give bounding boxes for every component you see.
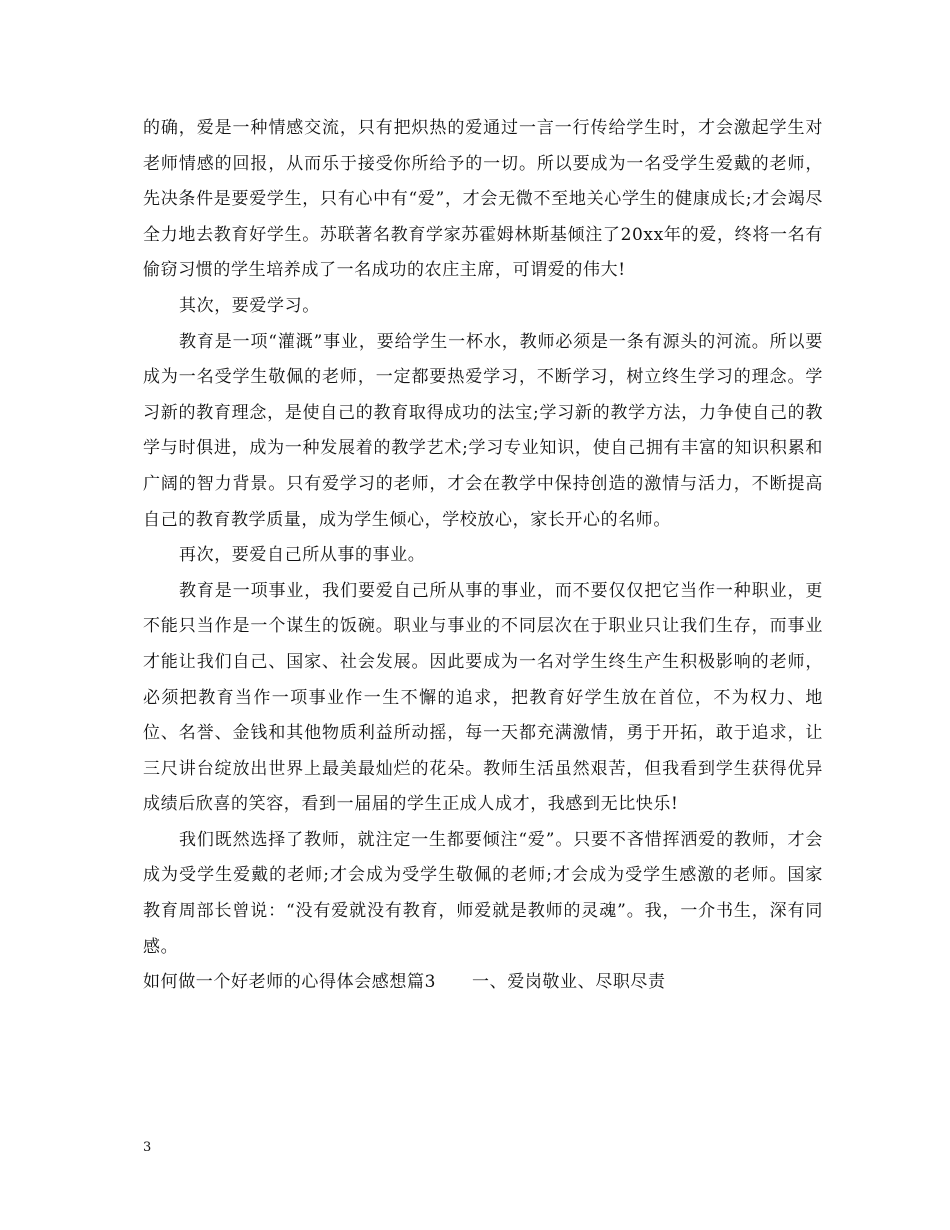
paragraph-love-students: 的确，爱是一种情感交流，只有把炽热的爱通过一言一行传给学生时，才会激起学生对老师情感的回报，从而乐于接受你所给予的一切。所以要成为一名受学生爱戴的老师，先决条件是要爱学生，只有心中有“爱”，才会无微不至地关心学生的健康成长;才会竭尽全力地去教育好学生。苏联著名教育学家苏霍姆林斯基倾注了20xx年的爱，终将一名有偷窃习惯的学生培养成了一名成功的农庄主席，可谓爱的伟大! <box>143 118 823 281</box>
paragraph-love-learning-heading: 其次，要爱学习。 <box>179 295 320 316</box>
paragraph-conclusion: 我们既然选择了教师，就注定一生都要倾注“爱”。只要不吝惜挥洒爱的教师，才会成为受学生爱戴的老师;才会成为受学生敬佩的老师;才会成为受学生感激的老师。国家教育周部长曾说：“没有爱就没有教育，师爱就是教师的灵魂”。我，一介书生，深有同感。 <box>143 829 823 957</box>
paragraph-love-learning: 教育是一项“灌溉”事业，要给学生一杯水，教师必须是一条有源头的河流。所以要成为一名受学生敬佩的老师，一定都要热爱学习，不断学习，树立终生学习的理念。学习新的教育理念，是使自己的教育取得成功的法宝;学习新的教学方法，力争使自己的教学与时俱进，成为一种发展着的教学艺术;学习专业知识，使自己拥有丰富的知识积累和广阔的智力背景。只有爱学习的老师，才会在教学中保持创造的激情与活力，不断提高自己的教育教学质量，成为学生倾心，学校放心，家长开心的名师。 <box>143 331 823 530</box>
section-heading <box>143 965 823 1001</box>
section-title: 如何做一个好老师的心得体会感想篇3 <box>143 972 437 993</box>
section-subtitle: 一、爱岗敬业、尽职尽责 <box>472 972 666 993</box>
paragraph-love-career: 教育是一项事业，我们要爱自己所从事的事业，而不要仅仅把它当作一种职业，更不能只当作是一个谋生的饭碗。职业与事业的不同层次在于职业只让我们生存，而事业才能让我们自己、国家、社会发展。因此要成为一名对学生终生产生积极影响的老师，必须把教育当作一项事业作一生不懈的追求，把教育好学生放在首位，不为权力、地位、名誉、金钱和其他物质利益所动摇，每一天都充满激情，勇于开拓，敢于追求，让三尺讲台绽放出世界上最美最灿烂的花朵。教师生活虽然艰苦，但我看到学生获得优异成绩后欣喜的笑容，看到一届届的学生正成人成才，我感到无比快乐! <box>143 580 823 815</box>
body-text <box>143 111 823 1001</box>
page-number: 3 <box>143 1140 152 1155</box>
paragraph-love-career-heading: 再次，要爱自己所从事的事业。 <box>179 545 426 566</box>
